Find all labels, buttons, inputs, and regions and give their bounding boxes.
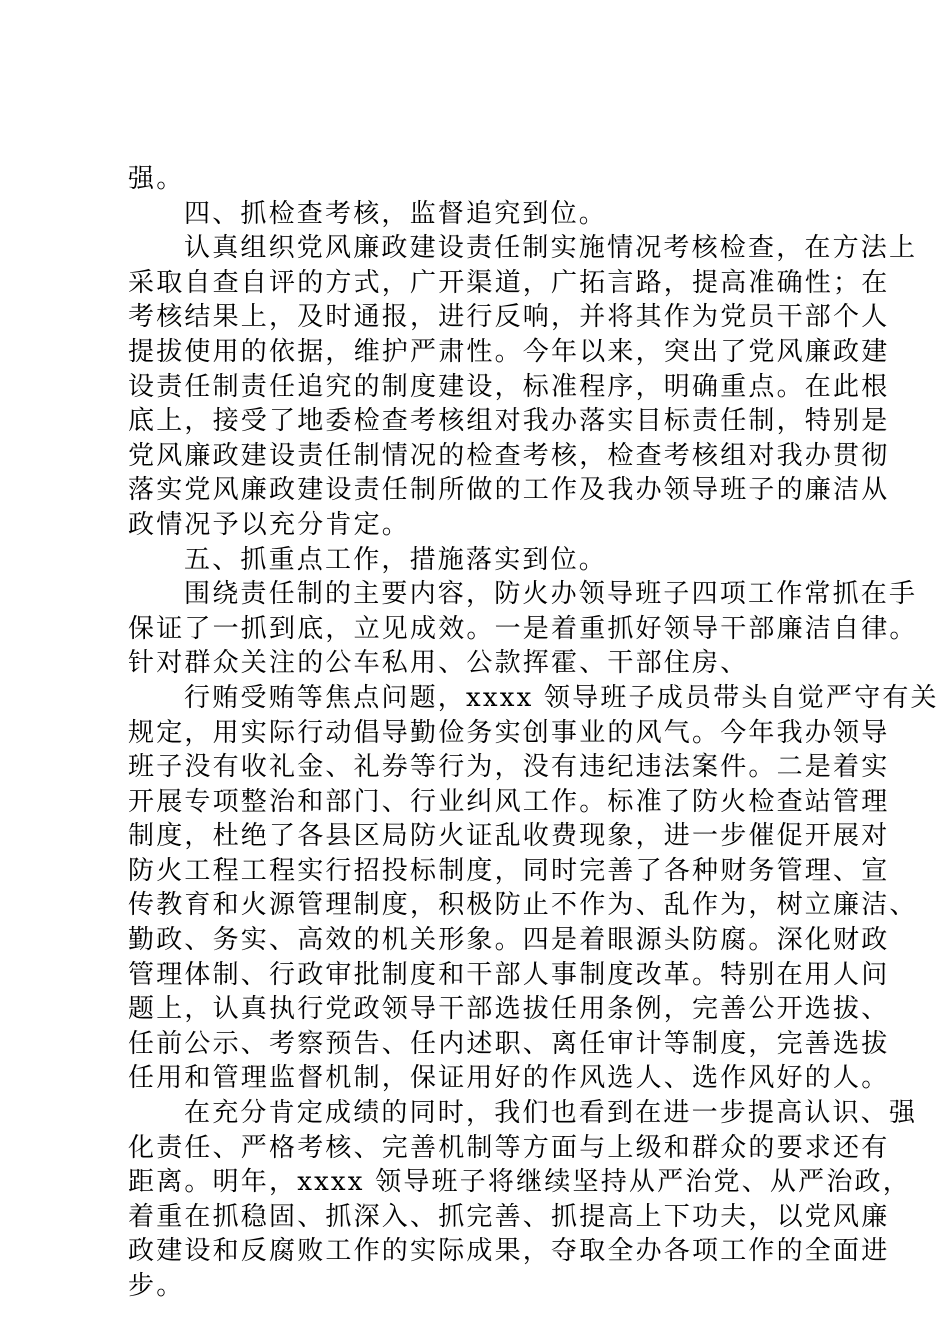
text-line: 强。 <box>128 164 185 194</box>
text-line: 勤政、务实、高效的机关形象。四是着眼源头防腐。深化财政 <box>128 925 890 956</box>
text-line: 任用和管理监督机制，保证用好的作风选人、选作风好的人。 <box>128 1063 890 1094</box>
text-line: 围绕责任制的主要内容，防火办领导班子四项工作常抓在手 <box>184 579 918 610</box>
text-line: 政情况予以充分肯定。 <box>128 509 411 540</box>
text-line: 题上，认真执行党政领导干部选拔任用条例，完善公开选拔、 <box>128 994 890 1025</box>
document-body <box>128 162 939 1304</box>
text-line: 政建设和反腐败工作的实际成果，夺取全办各项工作的全面进 <box>128 1236 890 1267</box>
text-line: 在充分肯定成绩的同时，我们也看到在进一步提高认识、强 <box>184 1098 918 1129</box>
text-line: 化责任、严格考核、完善机制等方面与上级和群众的要求还有 <box>128 1132 890 1163</box>
text-line: 传教育和火源管理制度，积极防止不作为、乱作为，树立廉洁、 <box>128 890 918 921</box>
text-line: 提拔使用的依据，维护严肃性。今年以来，突出了党风廉政建 <box>128 336 890 367</box>
text-line: 距离。明年，xxxx 领导班子将继续坚持从严治党、从严治政， <box>128 1167 911 1198</box>
text-line: 管理体制、行政审批制度和干部人事制度改革。特别在用人问 <box>128 959 890 990</box>
text-line: 保证了一抓到底，立见成效。一是着重抓好领导干部廉洁自律。 <box>128 613 918 644</box>
text-line: 规定，用实际行动倡导勤俭务实创事业的风气。今年我办领导 <box>128 717 890 748</box>
text-line: 落实党风廉政建设责任制所做的工作及我办领导班子的廉洁从 <box>128 475 890 506</box>
text-line: 步。 <box>128 1271 185 1301</box>
section-heading-4: 四、抓检查考核，监督追究到位。 <box>184 198 608 229</box>
text-line: 着重在抓稳固、抓深入、抓完善、抓提高上下功夫，以党风廉 <box>128 1201 890 1232</box>
section-heading-5: 五、抓重点工作，措施落实到位。 <box>184 544 608 575</box>
text-line: 设责任制责任追究的制度建设，标准程序，明确重点。在此根 <box>128 371 890 402</box>
text-line: 党风廉政建设责任制情况的检查考核，检查考核组对我办贯彻 <box>128 440 890 471</box>
text-line: 开展专项整治和部门、行业纠风工作。标准了防火检查站管理 <box>128 786 890 817</box>
text-line: 采取自查自评的方式，广开渠道，广拓言路，提高准确性；在 <box>128 267 890 298</box>
text-line: 底上，接受了地委检查考核组对我办落实目标责任制，特别是 <box>128 406 890 437</box>
text-line: 行贿受贿等焦点问题，xxxx 领导班子成员带头自觉严守有关 <box>184 682 939 713</box>
text-line: 班子没有收礼金、礼券等行为，没有违纪违法案件。二是着实 <box>128 752 890 783</box>
text-line: 防火工程工程实行招投标制度，同时完善了各种财务管理、宣 <box>128 855 890 886</box>
text-line: 制度，杜绝了各县区局防火证乱收费现象，进一步催促开展对 <box>128 821 890 852</box>
text-line: 认真组织党风廉政建设责任制实施情况考核检查，在方法上 <box>184 233 918 264</box>
text-line: 任前公示、考察预告、任内述职、离任审计等制度，完善选拔 <box>128 1028 890 1059</box>
text-line: 考核结果上，及时通报，进行反响，并将其作为党员干部个人 <box>128 302 890 333</box>
text-line: 针对群众关注的公车私用、公款挥霍、干部住房、 <box>128 648 749 679</box>
